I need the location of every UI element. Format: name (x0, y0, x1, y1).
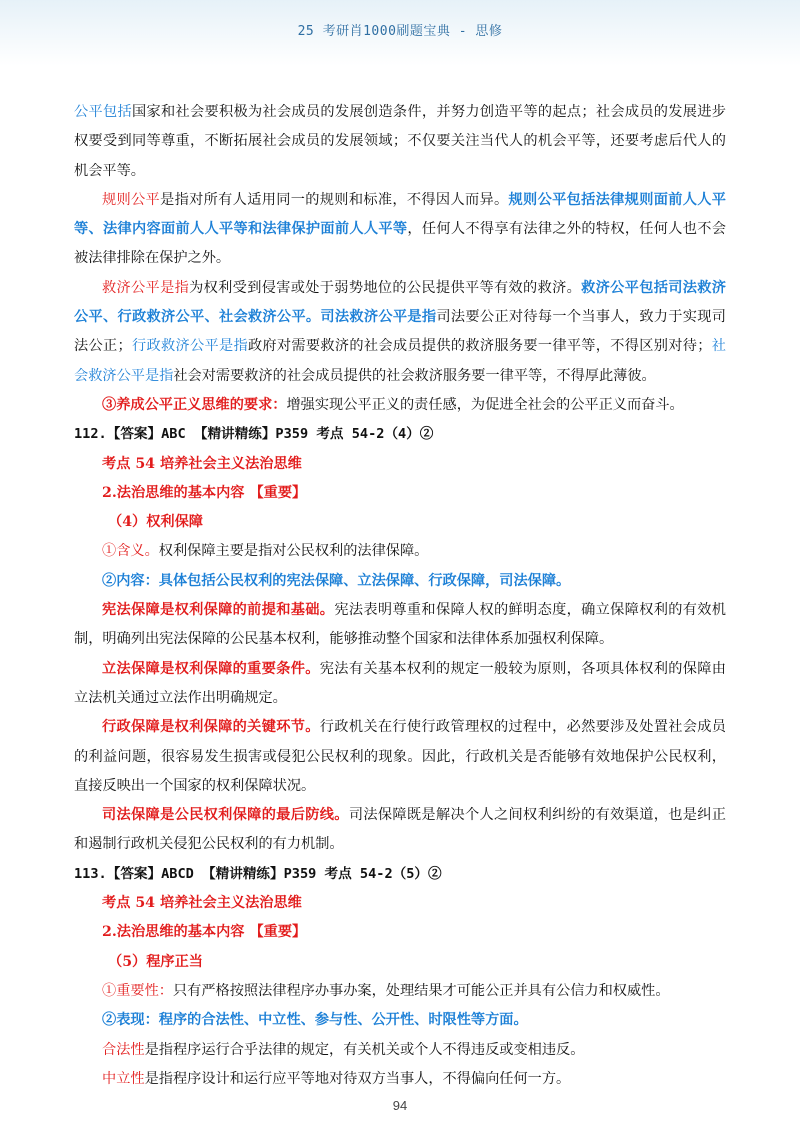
paragraph-text: 增强实现公平正义的责任感，为促进全社会的公平正义而奋斗。 (286, 396, 684, 413)
topic-113: 考点 54 培养社会主义法治思维 (102, 895, 302, 912)
importance-113 (74, 977, 726, 1006)
content-112: ②内容：具体包括公民权利的宪法保障、立法保障、行政保障，司法保障。 (102, 572, 571, 589)
section-113: 2.法治思维的基本内容 【重要】 (102, 924, 307, 941)
answer-heading-113: 113.【答案】ABCD 【精讲精练】P359 考点 54-2（5）② (74, 865, 442, 882)
item-administrative-guarantee (74, 713, 726, 801)
item-lead: 宪法保障是权利保障的前提和基础。 (102, 602, 335, 619)
page-content (74, 98, 726, 1094)
answer-heading-112: 112.【答案】ABC 【精讲精练】P359 考点 54-2（4）② (74, 426, 434, 443)
paragraph-rule-fairness (74, 186, 726, 274)
term-judicial-relief: 司法救济公平是指 (320, 309, 437, 326)
subsection-112: （4）权利保障 (108, 514, 203, 531)
term-relief-fairness: 救济公平是指 (102, 279, 190, 296)
legality-label: 合法性 (102, 1041, 145, 1058)
paragraph-text: ，任何人不得享有法律之外的特权，任何人也不会被法律排除在保护之外。 (74, 221, 726, 267)
highlight-rule-fairness-includes: 规则公平包括法律规则面前人人平等、法律内容面前人人平等和法律保护面前人人平等 (74, 191, 726, 238)
paragraph-text: 政府对需要救济的社会成员提供的救济服务要一律平等，不得区别对待； (247, 338, 712, 355)
item-lead: 行政保障是权利保障的关键环节。 (102, 719, 320, 736)
item-lead: 立法保障是权利保障的重要条件。 (102, 660, 320, 677)
neutrality-text: 是指程序设计和运行应平等地对待双方当事人，不得偏向任何一方。 (144, 1070, 571, 1087)
item-legislative-guarantee (74, 655, 726, 714)
term-fairness-includes: 公平包括 (74, 104, 132, 120)
paragraph-text: 为权利受到侵害或处于弱势地位的公民提供平等有效的救济。 (189, 279, 582, 296)
item-text: 行政机关在行使行政管理权的过程中，必然要涉及处置社会成员的利益问题，很容易发生损害或侵犯公民权利的现象。因此，行政机关是否能够有效地保护公民权利，直接反映出一个国家的权利保障状况。 (74, 719, 726, 794)
highlight-relief-includes: 救济公平包括司法救济公平、行政救济公平、社会救济公平。 (74, 279, 726, 326)
paragraph-fair-thinking (74, 391, 726, 420)
legality-text: 是指程序运行合乎法律的规定，有关机关或个人不得违反或变相违反。 (144, 1041, 585, 1058)
importance-label: ①重要性： (102, 982, 173, 999)
item-lead: 司法保障是公民权利保障的最后防线。 (102, 807, 349, 824)
section-112: 2.法治思维的基本内容 【重要】 (102, 484, 307, 501)
paragraph-relief-fairness (74, 274, 726, 391)
neutrality-113 (74, 1065, 726, 1094)
item-text: 司法保障既是解决个人之间权利纠纷的有效渠道，也是纠正和遏制行政机关侵犯公民权利的有力机制。 (74, 807, 726, 853)
paragraph-fair-start (74, 98, 726, 186)
item-text: 宪法表明尊重和保障人权的鲜明态度，确立保障权利的有效机制，明确列出宪法保障的公民基本权利，能够推动整个国家和法律体系加强权利保障。 (74, 602, 726, 648)
importance-text: 只有严格按照法律程序办事办案，处理结果才可能公正并具有公信力和权威性。 (172, 982, 670, 999)
term-social-relief: 社会救济公平是指 (74, 338, 726, 384)
paragraph-text: 司法要公正对待每一个当事人，致力于实现司法公正； (74, 309, 726, 355)
term-rule-fairness: 规则公平 (102, 191, 161, 208)
term-administrative-relief: 行政救济公平是指 (131, 338, 248, 355)
header-title: 25 考研肖1000刷题宝典 - 思修 (297, 24, 503, 39)
item-judicial-guarantee (74, 801, 726, 860)
meaning-label: ①含义。 (102, 543, 159, 560)
item-constitution-guarantee (74, 596, 726, 655)
meaning-text: 权利保障主要是指对公民权利的法律保障。 (158, 543, 429, 560)
meaning-112 (74, 537, 726, 566)
paragraph-text: 是指对所有人适用同一的规则和标准，不得因人而异。 (160, 191, 509, 208)
term-fair-thinking-req: ③养成公平正义思维的要求： (102, 396, 287, 413)
legality-113 (74, 1036, 726, 1065)
page-number: 94 (392, 1098, 408, 1113)
manifest-113: ②表现：程序的合法性、中立性、参与性、公开性、时限性等方面。 (102, 1012, 528, 1029)
topic-112: 考点 54 培养社会主义法治思维 (102, 455, 302, 472)
page-header (0, 0, 800, 66)
paragraph-text: 社会对需要救济的社会成员提供的社会救济服务要一律平等，不得厚此薄彼。 (173, 367, 656, 384)
neutrality-label: 中立性 (102, 1070, 145, 1087)
item-text: 宪法有关基本权利的规定一般较为原则，各项具体权利的保障由立法机关通过立法作出明确规定。 (74, 660, 726, 706)
subsection-113: （5）程序正当 (108, 953, 203, 970)
paragraph-text: 国家和社会要积极为社会成员的发展创造条件，并努力创造平等的起点；社会成员的发展进步权要受到同等尊重，不断拓展社会成员的发展领域；不仅要关注当代人的机会平等，还要考虑后代人的机会平等。 (74, 104, 726, 179)
